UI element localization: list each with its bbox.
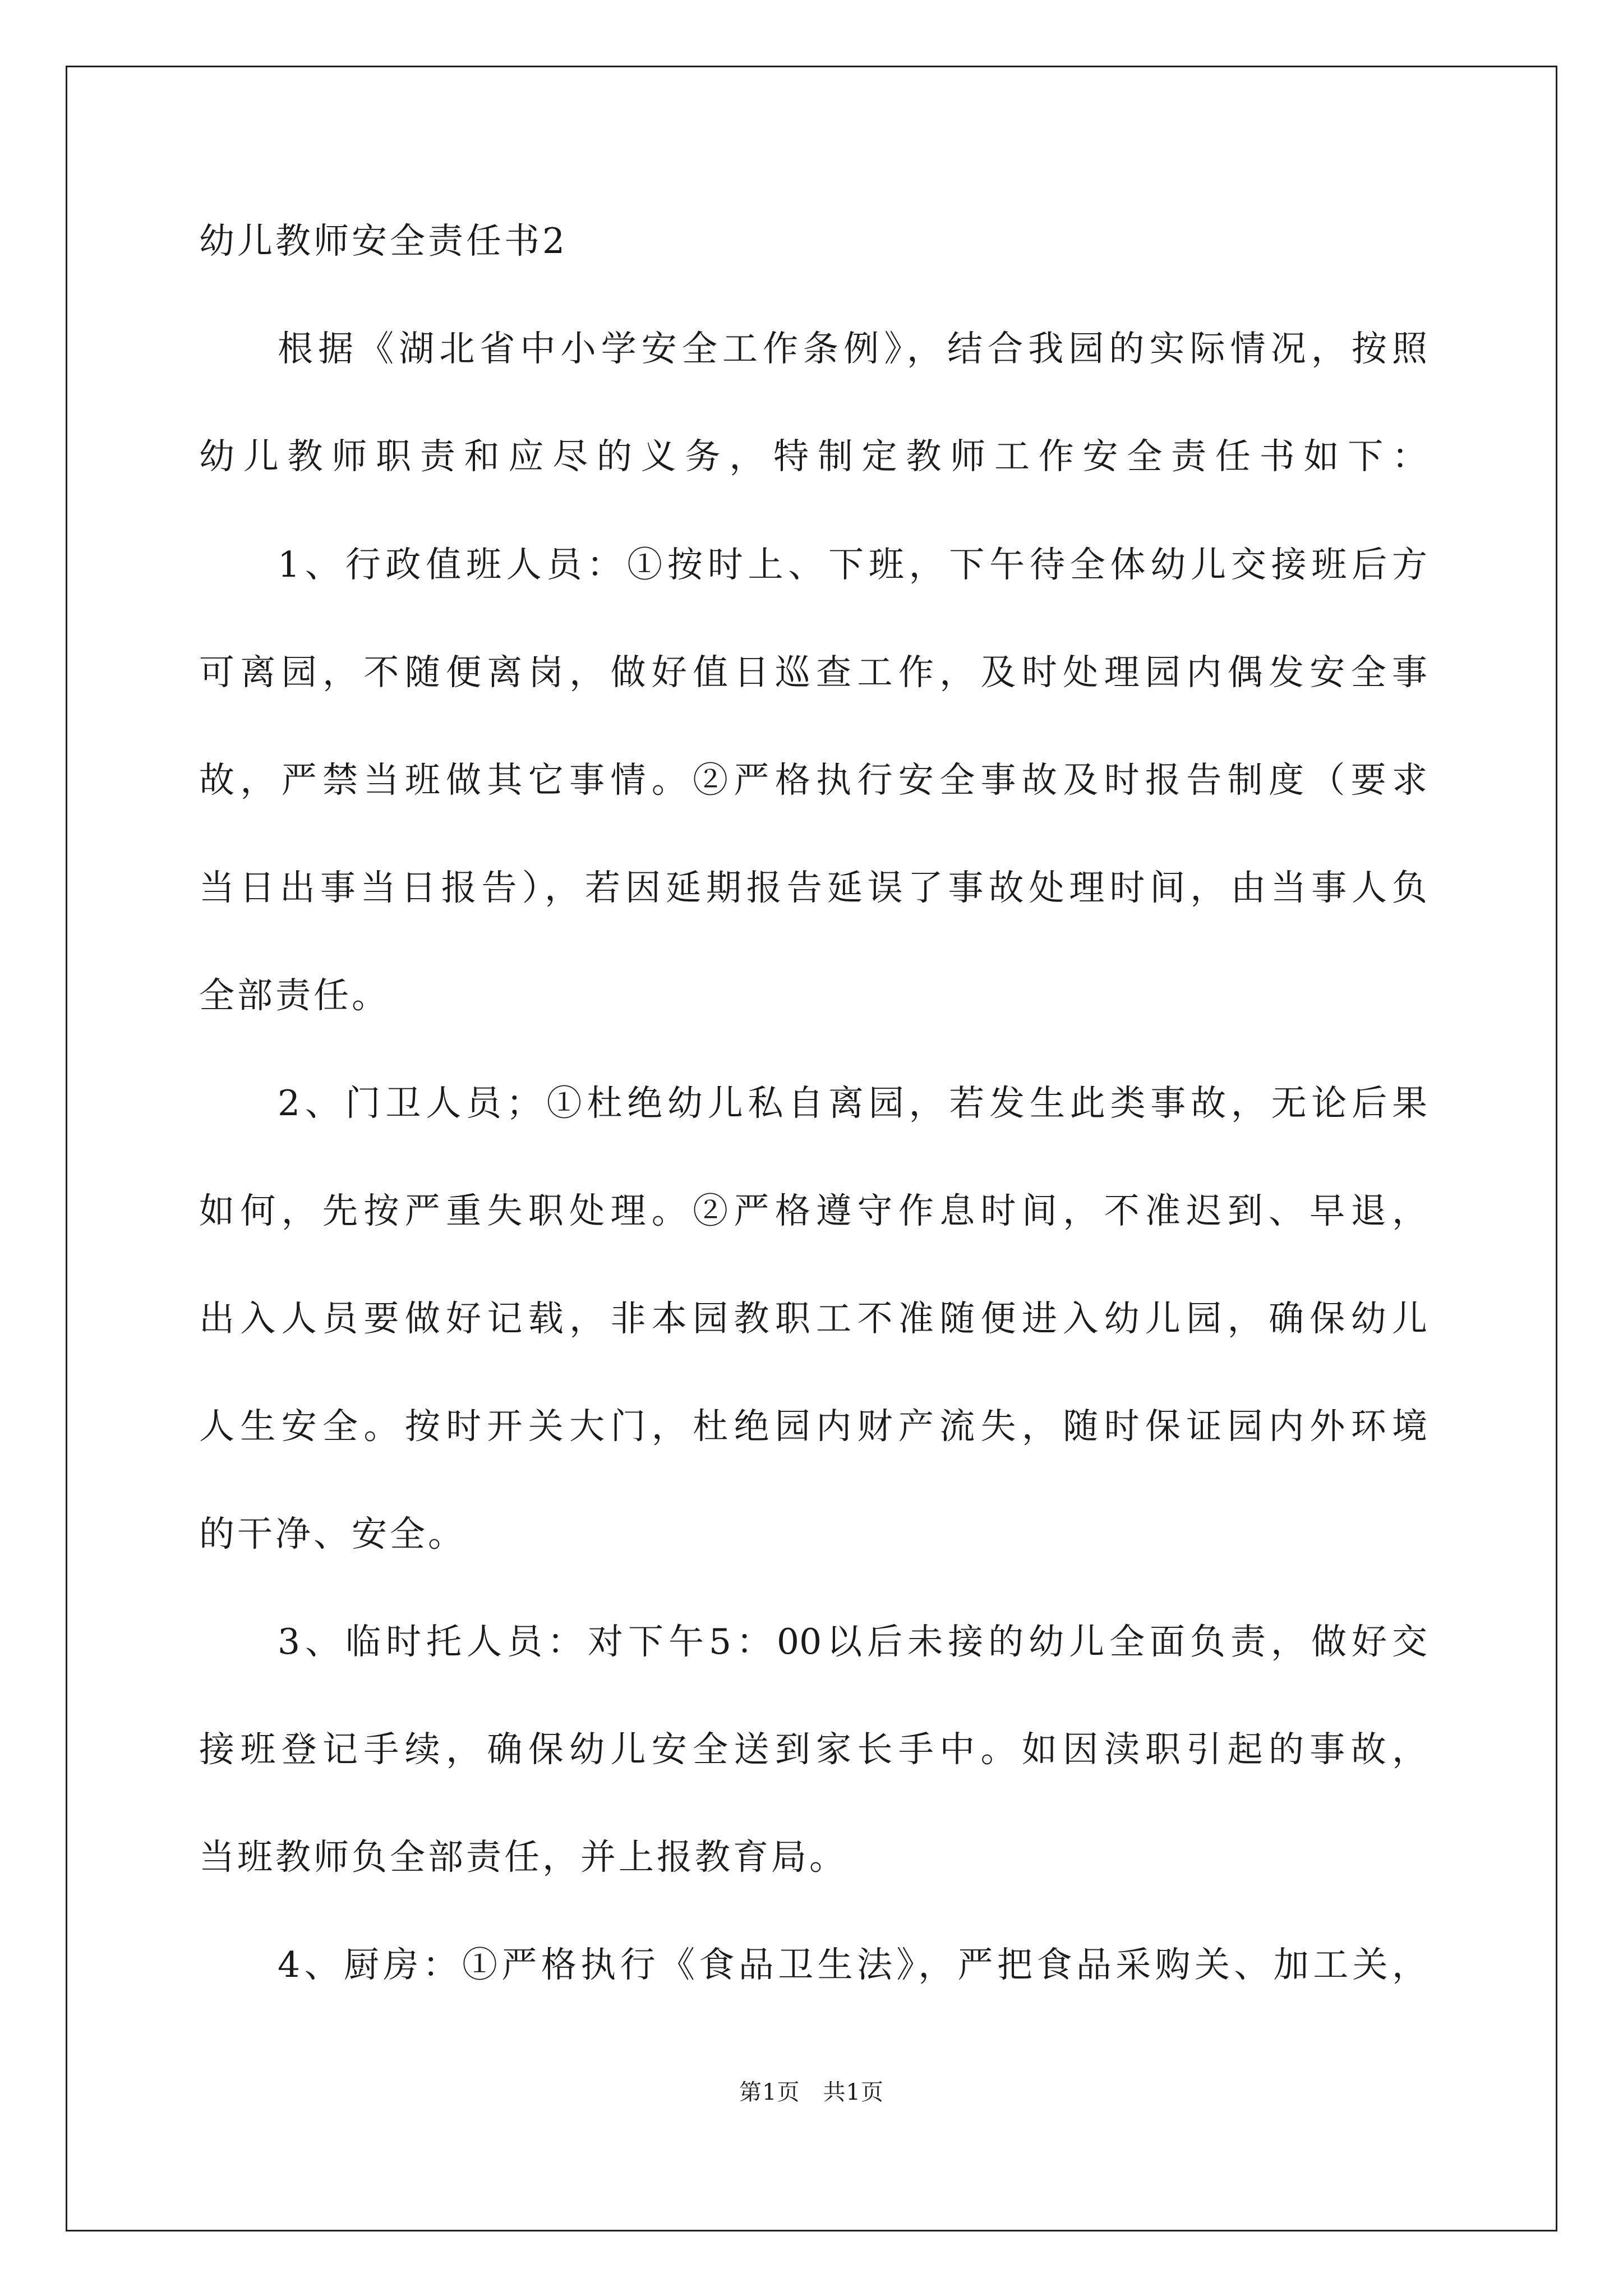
paragraph-line: 1、行政值班人员：①按时上、下班，下午待全体幼儿交接班后方 [278, 544, 1427, 585]
paragraph-line: 幼儿教师职责和应尽的义务，特制定教师工作安全责任书如下： [199, 436, 1427, 477]
paragraph-line: 当日出事当日报告），若因延期报告延误了事故处理时间，由当事人负 [199, 867, 1427, 908]
paragraph-line: 可离园，不随便离岗，做好值日巡查工作，及时处理园内偶发安全事 [199, 652, 1427, 693]
paragraph-line: 当班教师负全部责任，并上报教育局。 [199, 1837, 847, 1878]
paragraph-line: 出入人员要做好记载，非本园教职工不准随便进入幼儿园，确保幼儿 [199, 1298, 1427, 1339]
paragraph-line: 3、临时托人员：对下午5：00以后未接的幼儿全面负责，做好交 [278, 1621, 1427, 1662]
paragraph-line: 全部责任。 [199, 975, 390, 1016]
paragraph-line: 2、门卫人员；①杜绝幼儿私自离园，若发生此类事故，无论后果 [278, 1083, 1427, 1124]
paragraph-line: 的干净、安全。 [199, 1513, 466, 1554]
paragraph-line: 接班登记手续，确保幼儿安全送到家长手中。如因渎职引起的事故， [199, 1729, 1427, 1770]
paragraph-line: 如何，先按严重失职处理。②严格遵守作息时间，不准迟到、早退， [199, 1190, 1427, 1231]
page-number: 第1页 共1页 [739, 2079, 884, 2105]
paragraph-line: 人生安全。按时开关大门，杜绝园内财产流失，随时保证园内外环境 [199, 1406, 1427, 1447]
paragraph-line: 故，严禁当班做其它事情。②严格执行安全事故及时报告制度（要求 [199, 760, 1427, 800]
page-border [66, 66, 1557, 2231]
paragraph-line: 根据《湖北省中小学安全工作条例》，结合我园的实际情况，按照 [278, 328, 1427, 369]
document-title: 幼儿教师安全责任书2 [199, 220, 568, 261]
paragraph-line: 4、厨房：①严格执行《食品卫生法》，严把食品采购关、加工关， [278, 1944, 1427, 1985]
